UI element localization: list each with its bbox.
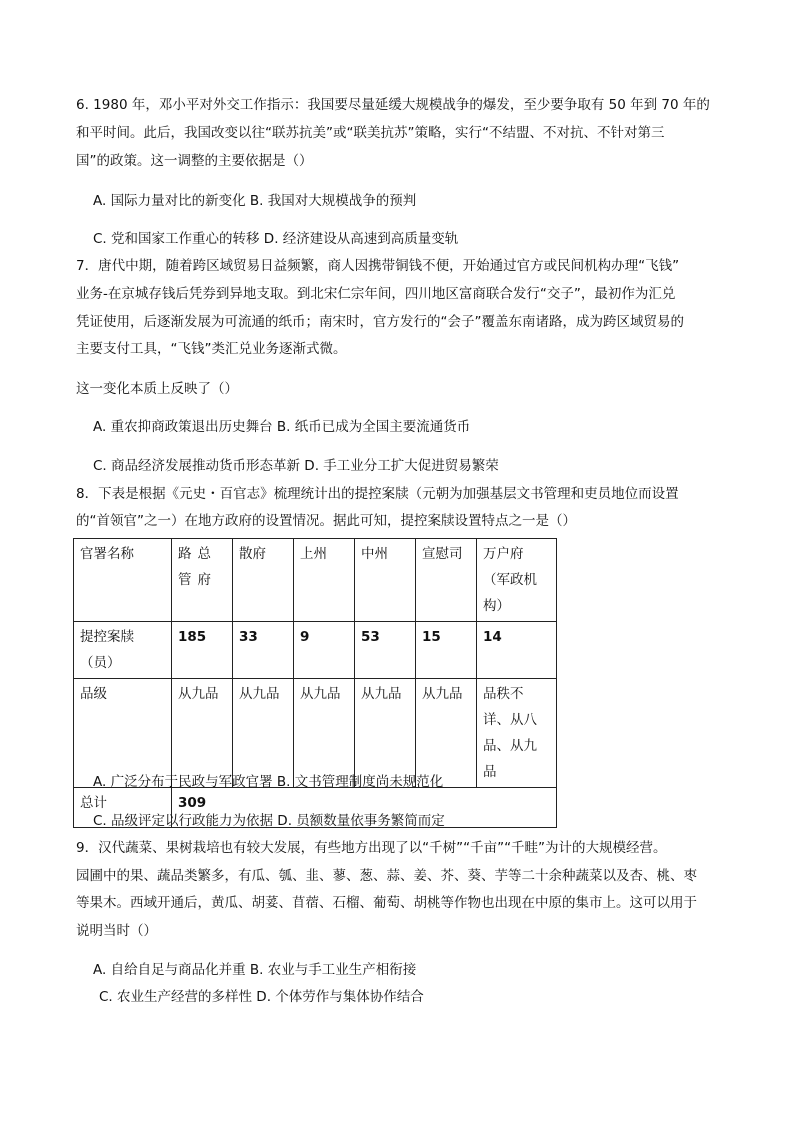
q7-options-cd: C. 商品经济发展推动货币形态革新 D. 手工业分工扩大促进贸易繁荣 xyxy=(93,458,499,474)
table-cell: 从九品 xyxy=(416,679,477,788)
q6-options-ab: A. 国际力量对比的新变化 B. 我国对大规模战争的预判 xyxy=(93,193,417,209)
q7-stem-line-5: 这一变化本质上反映了（） xyxy=(76,381,238,397)
q6-options-cd: C. 党和国家工作重心的转移 D. 经济建设从高速到高质量变轨 xyxy=(93,231,459,247)
q6-stem-line-3: 国”的政策。这一调整的主要依据是（） xyxy=(76,153,313,169)
q7-stem-line-3: 凭证使用，后逐渐发展为可流通的纸币；南宋时，官方发行的“会子”覆盖东南诸路，成为跨区域贸易的 xyxy=(76,314,684,330)
table-header-cell: 上州 xyxy=(294,539,355,622)
q8-stem-line-2: 的“首领官”之一）在地方政府的设置情况。据此可知，提控案牍设置特点之一是（） xyxy=(76,513,576,529)
q9-stem-line-1: 9．汉代蔬菜、果树栽培也有较大发展，有些地方出现了以“千树”“千亩”“千畦”为计的大规模经营。 xyxy=(76,840,667,856)
table-row xyxy=(74,622,557,679)
table-cell: 从九品 xyxy=(233,679,294,788)
q8-stem-line-1: 8．下表是根据《元史・百官志》梳理统计出的提控案牍（元朝为加强基层文书管理和吏员地位而设置 xyxy=(76,486,679,502)
table-cell: 14 xyxy=(477,622,557,679)
table-header-cell: 中州 xyxy=(355,539,416,622)
q9-stem-line-2: 园圃中的果、蔬品类繁多，有瓜、瓠、韭、蓼、葱、蒜、姜、芥、葵、芋等二十余种蔬菜以及杏、桃、枣 xyxy=(76,868,697,884)
q9-options-ab: A. 自给自足与商品化并重 B. 农业与手工业生产相衔接 xyxy=(93,962,417,978)
table-header-cell: 官署名称 xyxy=(74,539,172,622)
table-cell: 品级 xyxy=(74,679,172,788)
q6-stem-line-1: 6. 1980 年，邓小平对外交工作指示：我国要尽量延缓大规模战争的爆发，至少要争取有 50 年到 70 年的 xyxy=(76,97,710,113)
q6-stem-line-2: 和平时间。此后，我国改变以往“联苏抗美”或“联美抗苏”策略，实行“不结盟、不对抗、不针对第三 xyxy=(76,125,665,141)
table-cell: 从九品 xyxy=(355,679,416,788)
table-cell: 提控案牍（员） xyxy=(74,622,172,679)
q7-options-ab: A. 重农抑商政策退出历史舞台 B. 纸币已成为全国主要流通货币 xyxy=(93,419,471,435)
q7-stem-line-4: 主要支付工具，“飞钱”类汇兑业务逐渐式微。 xyxy=(76,341,347,357)
table-cell: 53 xyxy=(355,622,416,679)
table-header-cell: 宣慰司 xyxy=(416,539,477,622)
table-header-cell: 路总管府 xyxy=(172,539,233,622)
q7-stem-line-2: 业务-在京城存钱后凭券到异地支取。到北宋仁宗年间，四川地区富商联合发行“交子”，最初作为汇兑 xyxy=(76,286,676,302)
table-cell-total: 309 xyxy=(172,788,557,828)
q7-stem-line-1: 7．唐代中期，随着跨区域贸易日益频繁，商人因携带铜钱不便，开始通过官方或民间机构办理“飞钱” xyxy=(76,258,680,274)
table-header-cell: 万户府（军政机构） xyxy=(477,539,557,622)
table-cell: 185 xyxy=(172,622,233,679)
table-cell: 33 xyxy=(233,622,294,679)
table-header-cell: 散府 xyxy=(233,539,294,622)
table-cell: 15 xyxy=(416,622,477,679)
q9-options-cd: C. 农业生产经营的多样性 D. 个体劳作与集体协作结合 xyxy=(99,989,424,1005)
q8-options-ab: A. 广泛分布于民政与军政官署 B. 文书管理制度尚未规范化 xyxy=(93,774,444,790)
table-cell: 从九品 xyxy=(172,679,233,788)
q9-stem-line-3: 等果木。西域开通后，黄瓜、胡荽、苜蓿、石榴、葡萄、胡桃等作物也出现在中原的集市上。这可以用于 xyxy=(76,895,697,911)
table-cell: 品秩不详、从八品、从九品 xyxy=(477,679,557,788)
table-cell: 总计 xyxy=(74,788,172,828)
q8-options-cd: C. 品级评定以行政能力为依据 D. 员额数量依事务繁简而定 xyxy=(93,813,445,829)
table-header-row xyxy=(74,539,557,622)
table-cell: 9 xyxy=(294,622,355,679)
q9-stem-line-4: 说明当时（） xyxy=(76,923,157,939)
table-cell: 从九品 xyxy=(294,679,355,788)
